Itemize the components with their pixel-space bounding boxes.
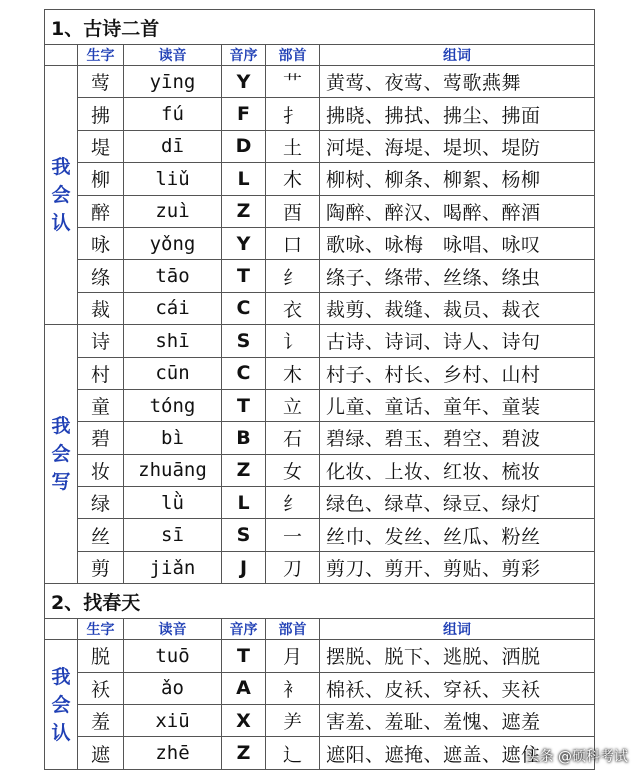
header-words: 组词 bbox=[320, 619, 595, 640]
words-cell: 害羞、羞耻、羞愧、遮羞 bbox=[320, 705, 595, 737]
watermark: 头条 @硕科考试 bbox=[525, 749, 628, 765]
table-row bbox=[45, 737, 595, 769]
char-cell: 柳 bbox=[78, 163, 124, 195]
group-label-char: 认 bbox=[51, 212, 71, 235]
table-row bbox=[45, 422, 595, 454]
group-header-cell bbox=[45, 45, 78, 66]
letter-cell: B bbox=[222, 422, 266, 454]
pinyin-cell: liǔ bbox=[124, 163, 222, 195]
words-cell: 剪刀、剪开、剪贴、剪彩 bbox=[320, 551, 595, 583]
pinyin-cell: yīng bbox=[124, 66, 222, 98]
char-cell: 碧 bbox=[78, 422, 124, 454]
group-label bbox=[45, 325, 78, 584]
letter-cell: T bbox=[222, 260, 266, 292]
header-letter: 音序 bbox=[222, 45, 266, 66]
radical-cell: 口 bbox=[266, 227, 320, 259]
words-cell: 棉袄、皮袄、穿袄、夹袄 bbox=[320, 672, 595, 704]
radical-cell: 一 bbox=[266, 519, 320, 551]
radical-cell: 女 bbox=[266, 454, 320, 486]
radical-cell: 刀 bbox=[266, 551, 320, 583]
radical-cell: 酉 bbox=[266, 195, 320, 227]
radical-cell: 木 bbox=[266, 163, 320, 195]
radical-cell: 石 bbox=[266, 422, 320, 454]
char-cell: 咏 bbox=[78, 227, 124, 259]
char-cell: 裁 bbox=[78, 292, 124, 324]
radical-cell: 衤 bbox=[266, 672, 320, 704]
char-cell: 绦 bbox=[78, 260, 124, 292]
pinyin-cell: tóng bbox=[124, 389, 222, 421]
pinyin-cell: zhē bbox=[124, 737, 222, 769]
letter-cell: L bbox=[222, 487, 266, 519]
table-row bbox=[45, 98, 595, 130]
letter-cell: S bbox=[222, 519, 266, 551]
words-cell: 丝巾、发丝、丝瓜、粉丝 bbox=[320, 519, 595, 551]
group-label-char: 会 bbox=[51, 693, 71, 716]
group-label-char: 认 bbox=[51, 721, 71, 744]
table-row bbox=[45, 389, 595, 421]
pinyin-cell: cái bbox=[124, 292, 222, 324]
group-label-char: 写 bbox=[51, 471, 71, 494]
table-row bbox=[45, 66, 595, 98]
letter-cell: J bbox=[222, 551, 266, 583]
table-row bbox=[45, 357, 595, 389]
column-header-row bbox=[45, 619, 595, 640]
pinyin-cell: fú bbox=[124, 98, 222, 130]
letter-cell: L bbox=[222, 163, 266, 195]
radical-cell: 木 bbox=[266, 357, 320, 389]
words-cell: 碧绿、碧玉、碧空、碧波 bbox=[320, 422, 595, 454]
letter-cell: X bbox=[222, 705, 266, 737]
table-row bbox=[45, 260, 595, 292]
char-cell: 童 bbox=[78, 389, 124, 421]
section-title: 1、古诗二首 bbox=[45, 10, 595, 45]
char-cell: 遮 bbox=[78, 737, 124, 769]
letter-cell: T bbox=[222, 389, 266, 421]
letter-cell: C bbox=[222, 357, 266, 389]
section-title-row bbox=[45, 584, 595, 619]
table-row bbox=[45, 227, 595, 259]
char-cell: 绿 bbox=[78, 487, 124, 519]
pinyin-cell: cūn bbox=[124, 357, 222, 389]
header-pinyin: 读音 bbox=[124, 619, 222, 640]
char-cell: 剪 bbox=[78, 551, 124, 583]
words-cell: 裁剪、裁缝、裁员、裁衣 bbox=[320, 292, 595, 324]
group-header-cell bbox=[45, 619, 78, 640]
char-cell: 妆 bbox=[78, 454, 124, 486]
radical-cell: 衣 bbox=[266, 292, 320, 324]
radical-cell: 扌 bbox=[266, 98, 320, 130]
words-cell: 绦子、绦带、丝绦、绦虫 bbox=[320, 260, 595, 292]
group-label bbox=[45, 66, 78, 325]
char-cell: 诗 bbox=[78, 325, 124, 357]
letter-cell: S bbox=[222, 325, 266, 357]
pinyin-cell: tāo bbox=[124, 260, 222, 292]
words-cell: 歌咏、咏梅 咏唱、咏叹 bbox=[320, 227, 595, 259]
radical-cell: 土 bbox=[266, 130, 320, 162]
pinyin-cell: sī bbox=[124, 519, 222, 551]
section-title-row bbox=[45, 10, 595, 45]
table-row bbox=[45, 325, 595, 357]
pinyin-cell: shī bbox=[124, 325, 222, 357]
table-row bbox=[45, 487, 595, 519]
radical-cell: 立 bbox=[266, 389, 320, 421]
table-row bbox=[45, 640, 595, 672]
pinyin-cell: lǜ bbox=[124, 487, 222, 519]
section-title: 2、找春天 bbox=[45, 584, 595, 619]
letter-cell: C bbox=[222, 292, 266, 324]
radical-cell: 纟 bbox=[266, 487, 320, 519]
group-label bbox=[45, 640, 78, 770]
words-cell: 古诗、诗词、诗人、诗句 bbox=[320, 325, 595, 357]
letter-cell: Y bbox=[222, 227, 266, 259]
header-char: 生字 bbox=[78, 45, 124, 66]
header-radical: 部首 bbox=[266, 619, 320, 640]
radical-cell: 辶 bbox=[266, 737, 320, 769]
group-label-char: 我 bbox=[51, 665, 71, 688]
radical-cell: 艹 bbox=[266, 66, 320, 98]
char-cell: 醉 bbox=[78, 195, 124, 227]
table-row bbox=[45, 672, 595, 704]
char-cell: 村 bbox=[78, 357, 124, 389]
radical-cell: 月 bbox=[266, 640, 320, 672]
vocab-table bbox=[44, 9, 595, 770]
table-row bbox=[45, 551, 595, 583]
char-cell: 脱 bbox=[78, 640, 124, 672]
char-cell: 拂 bbox=[78, 98, 124, 130]
letter-cell: Z bbox=[222, 737, 266, 769]
pinyin-cell: tuō bbox=[124, 640, 222, 672]
words-cell: 河堤、海堤、堤坝、堤防 bbox=[320, 130, 595, 162]
pinyin-cell: bì bbox=[124, 422, 222, 454]
char-cell: 袄 bbox=[78, 672, 124, 704]
header-letter: 音序 bbox=[222, 619, 266, 640]
pinyin-cell: ǎo bbox=[124, 672, 222, 704]
radical-cell: 讠 bbox=[266, 325, 320, 357]
header-words: 组词 bbox=[320, 45, 595, 66]
words-cell: 摆脱、脱下、逃脱、洒脱 bbox=[320, 640, 595, 672]
letter-cell: Z bbox=[222, 454, 266, 486]
header-char: 生字 bbox=[78, 619, 124, 640]
letter-cell: D bbox=[222, 130, 266, 162]
words-cell: 绿色、绿草、绿豆、绿灯 bbox=[320, 487, 595, 519]
letter-cell: A bbox=[222, 672, 266, 704]
words-cell: 遮阳、遮掩、遮盖、遮住 bbox=[320, 737, 595, 769]
char-cell: 丝 bbox=[78, 519, 124, 551]
words-cell: 化妆、上妆、红妆、梳妆 bbox=[320, 454, 595, 486]
group-label-char: 会 bbox=[51, 443, 71, 466]
letter-cell: T bbox=[222, 640, 266, 672]
words-cell: 儿童、童话、童年、童装 bbox=[320, 389, 595, 421]
words-cell: 黄莺、夜莺、莺歌燕舞 bbox=[320, 66, 595, 98]
pinyin-cell: dī bbox=[124, 130, 222, 162]
char-cell: 莺 bbox=[78, 66, 124, 98]
group-label-char: 我 bbox=[51, 156, 71, 179]
letter-cell: F bbox=[222, 98, 266, 130]
table-row bbox=[45, 705, 595, 737]
table-row bbox=[45, 519, 595, 551]
words-cell: 村子、村长、乡村、山村 bbox=[320, 357, 595, 389]
letter-cell: Z bbox=[222, 195, 266, 227]
pinyin-cell: jiǎn bbox=[124, 551, 222, 583]
words-cell: 陶醉、醉汉、喝醉、醉酒 bbox=[320, 195, 595, 227]
group-label-char: 会 bbox=[51, 184, 71, 207]
table-row bbox=[45, 292, 595, 324]
group-label-char: 我 bbox=[51, 415, 71, 438]
table-row bbox=[45, 130, 595, 162]
table-row bbox=[45, 163, 595, 195]
pinyin-cell: yǒng bbox=[124, 227, 222, 259]
table-row bbox=[45, 454, 595, 486]
radical-cell: 纟 bbox=[266, 260, 320, 292]
char-cell: 堤 bbox=[78, 130, 124, 162]
vocab-table-body bbox=[45, 10, 595, 770]
radical-cell: ⺶ bbox=[266, 705, 320, 737]
char-cell: 羞 bbox=[78, 705, 124, 737]
letter-cell: Y bbox=[222, 66, 266, 98]
header-radical: 部首 bbox=[266, 45, 320, 66]
pinyin-cell: xiū bbox=[124, 705, 222, 737]
words-cell: 柳树、柳条、柳絮、杨柳 bbox=[320, 163, 595, 195]
header-pinyin: 读音 bbox=[124, 45, 222, 66]
pinyin-cell: zuì bbox=[124, 195, 222, 227]
table-row bbox=[45, 195, 595, 227]
pinyin-cell: zhuāng bbox=[124, 454, 222, 486]
column-header-row bbox=[45, 45, 595, 66]
words-cell: 拂晓、拂拭、拂尘、拂面 bbox=[320, 98, 595, 130]
